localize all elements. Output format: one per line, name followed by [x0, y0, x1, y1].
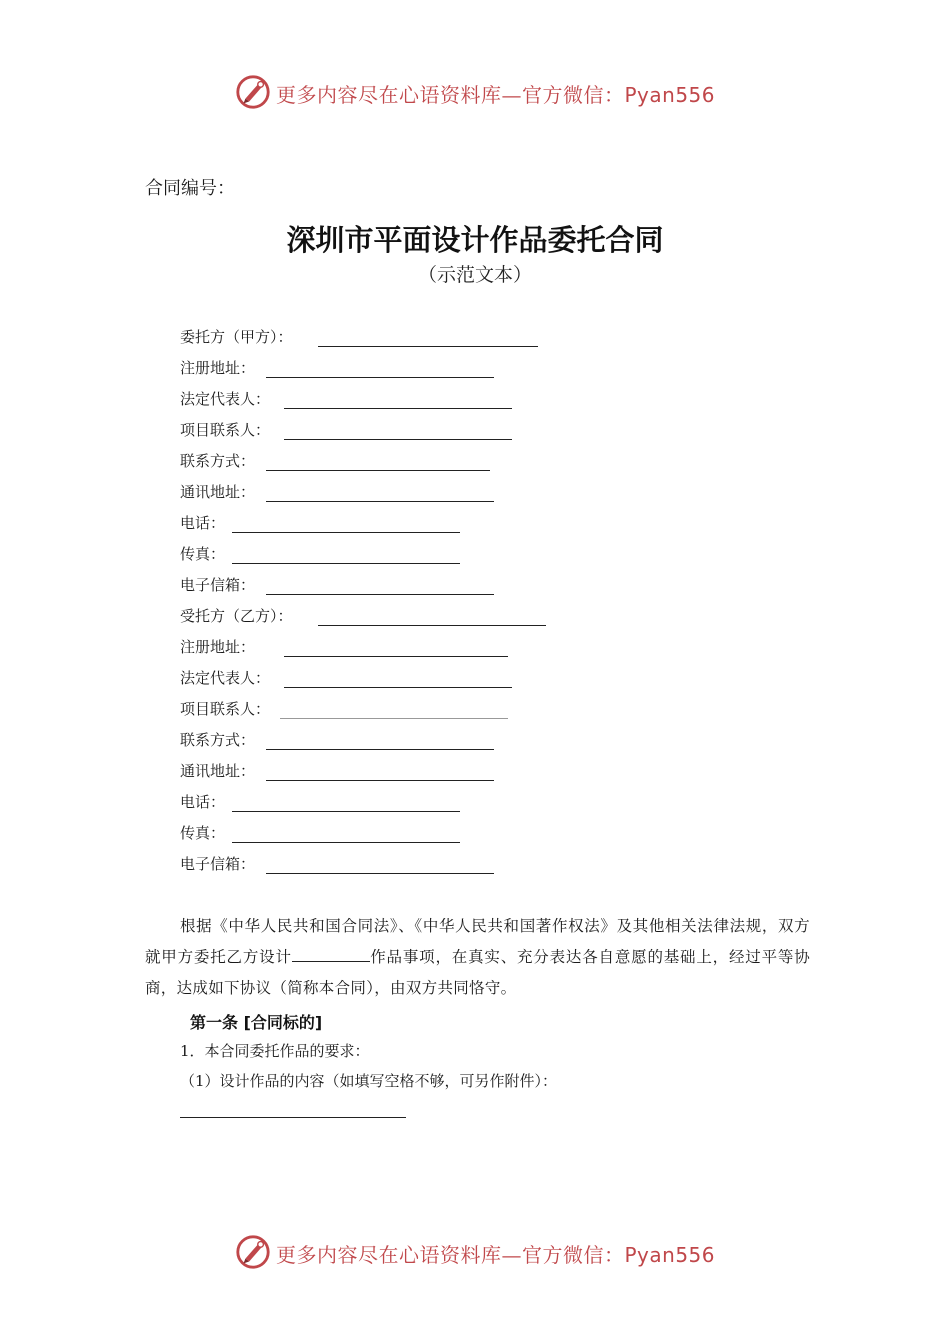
field-label: 注册地址：	[180, 359, 256, 377]
field-label: 通讯地址：	[180, 483, 256, 501]
blank-line	[318, 346, 538, 347]
blank-line	[284, 408, 512, 409]
field-label: 注册地址：	[180, 638, 256, 656]
party-b-project-contact-field	[180, 697, 780, 728]
design-item-blank	[292, 943, 370, 962]
preamble-text-before: 根据《中华人民共和国合同法》、《中华人民共和国著作权法》及其他相关法律法规，双方就甲方委托乙方设计	[145, 917, 810, 966]
party-fields	[180, 325, 780, 883]
blank-line	[266, 749, 494, 750]
party-b-email-field	[180, 852, 780, 883]
document-subtitle: （示范文本）	[417, 264, 532, 286]
party-b-mailing-address-field	[180, 759, 780, 790]
blank-line	[266, 470, 490, 471]
blank-line	[232, 532, 460, 533]
preamble-paragraph	[145, 911, 810, 1004]
blank-line	[232, 563, 460, 564]
party-b-registered-address-field	[180, 635, 780, 666]
watermark-wechat: Pyan556	[624, 1243, 716, 1267]
party-b-name-field	[180, 604, 780, 635]
watermark-text: 更多内容尽在心语资料库—官方微信：	[276, 1243, 625, 1267]
party-a-fax-field	[180, 542, 780, 573]
party-b-fax-field	[180, 821, 780, 852]
blank-line	[284, 439, 512, 440]
party-a-name-field	[180, 325, 780, 356]
party-a-project-contact-field	[180, 418, 780, 449]
field-label: 联系方式：	[180, 452, 256, 470]
field-label: 委托方（甲方）：	[180, 328, 293, 346]
party-a-contact-method-field	[180, 449, 780, 480]
blank-line	[232, 811, 460, 812]
contract-number-label: 合同编号：	[145, 178, 235, 199]
field-label: 传真：	[180, 824, 226, 842]
pen-logo-icon	[234, 1233, 272, 1271]
party-a-registered-address-field	[180, 356, 780, 387]
field-label: 电子信箱：	[180, 855, 256, 873]
blank-line	[318, 625, 546, 626]
party-b-legal-rep-field	[180, 666, 780, 697]
party-b-phone-field	[180, 790, 780, 821]
blank-line	[266, 873, 494, 874]
field-label: 传真：	[180, 545, 226, 563]
field-label: 电子信箱：	[180, 576, 256, 594]
watermark-banner-bottom	[0, 1231, 950, 1275]
field-label: 项目联系人：	[180, 700, 271, 718]
party-a-legal-rep-field	[180, 387, 780, 418]
field-label: 通讯地址：	[180, 762, 256, 780]
pen-logo-icon	[234, 73, 272, 111]
party-b-contact-method-field	[180, 728, 780, 759]
party-a-email-field	[180, 573, 780, 604]
watermark-banner-top	[0, 71, 950, 115]
blank-line	[266, 501, 494, 502]
clause-1-1: （1）设计作品的内容（如填写空格不够，可另作附件）：	[180, 1072, 558, 1090]
field-label: 项目联系人：	[180, 421, 271, 439]
field-label: 法定代表人：	[180, 669, 271, 687]
content-blank-line	[180, 1117, 406, 1118]
watermark-wechat: Pyan556	[624, 83, 716, 107]
blank-line	[266, 377, 494, 378]
clause-1: 1．本合同委托作品的要求：	[180, 1042, 370, 1060]
party-a-phone-field	[180, 511, 780, 542]
blank-line	[280, 718, 508, 719]
preamble-text-after: 作品事项，在真实、充分表达各自意愿的基础上，经过平等协商，达成如下协议（简称本合同），由双方共同恪守。	[145, 948, 810, 997]
field-label: 电话：	[180, 514, 226, 532]
field-label: 电话：	[180, 793, 226, 811]
blank-line	[232, 842, 460, 843]
blank-line	[284, 687, 512, 688]
field-label: 受托方（乙方）：	[180, 607, 293, 625]
party-a-mailing-address-field	[180, 480, 780, 511]
blank-line	[266, 780, 494, 781]
article-1-heading: 第一条 [合同标的]	[190, 1013, 323, 1032]
field-label: 法定代表人：	[180, 390, 271, 408]
watermark-text: 更多内容尽在心语资料库—官方微信：	[276, 83, 625, 107]
blank-line	[266, 594, 494, 595]
document-title: 深圳市平面设计作品委托合同	[286, 223, 664, 257]
blank-line	[284, 656, 508, 657]
field-label: 联系方式：	[180, 731, 256, 749]
